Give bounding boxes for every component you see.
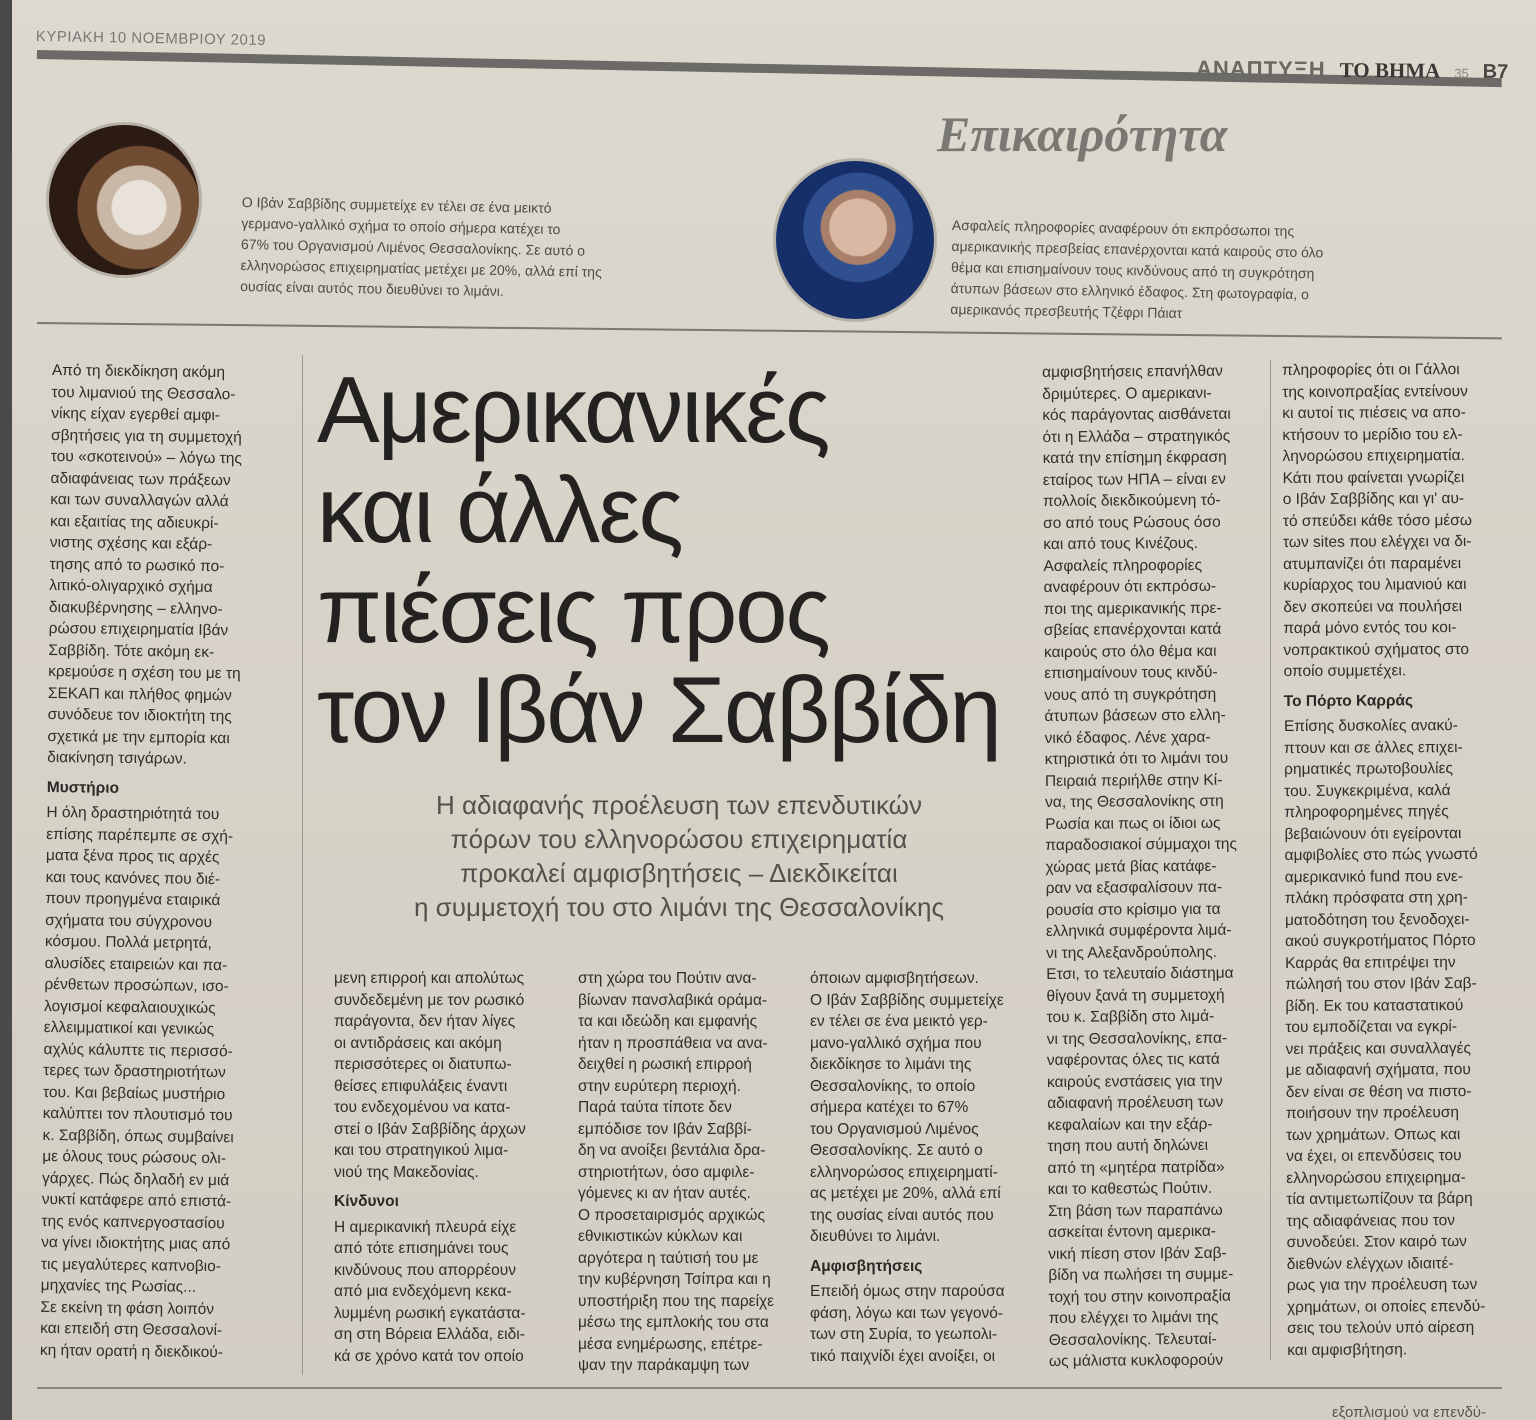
paragraph: μενη επιρροή και απολύτως συνδεδεμένη με τον ρωσικό παράγοντα, δεν ήταν λίγες οι αντιδράσεις και ακόμη περισσότερες οι διατυπω- θείσες επιφυλάξεις έναντι του ενδεχομένου να κατα- στεί ο Ιβάν Σαββίδης άρχων και του στρατηγικού λιμα- νιού της Μακεδονίας. [334, 970, 526, 1181]
article-column-4 [810, 968, 1032, 1367]
column-rule [1270, 360, 1271, 1360]
article-column-5 [1042, 360, 1271, 1372]
issue-date: ΚΥΡΙΑΚΗ 10 ΝΟΕΜΒΡΙΟΥ 2019 [35, 28, 267, 50]
newspaper-page [12, 0, 1536, 1420]
footer-rule [37, 1387, 1502, 1389]
portrait-photo-savvidis [46, 122, 202, 278]
article-column-1 [40, 360, 290, 1364]
page-number: 35 [1453, 65, 1469, 81]
column-rule [302, 355, 303, 1375]
paragraph: Επίσης δυσκολίες ανακύ- πτουν και σε άλλες επιχει- ρηματικές πρωτοβουλίες του. Συγκεκριμένα, καλά πληροφορημένες πηγές βεβαιώνουν ότι εγείρονται αμφιβολίες στο πώς γνωστό αμερικανικό fund που ενε- πλάκη πρόσφατα στη χρη- ματοδότηση του ξενοδοχει- ακού συγκροτήματος Πόρτο Καρράς θα επιτρέψει την πώλησή του στον Ιβάν Σαβ- βίδη. Εκ του καταστατικού του εμποδίζεται να εγκρί- νει πράξεις και συναλλαγές με αδιαφανή σχήματα, που δεν είναι σε θέση να πιστο- ποιήσουν την προέλευση των χρημάτων. Οπως και να έχει, οι επενδύσεις του ελληνορώσου επιχειρημα- τία αντιμετωπίζουν τα βάρη της αδιαφάνειας που τον συνοδεύει. Στον καιρό των διεθνών ελέγχων ιδιαιτέ- ρως για την προέλευση των χρημάτων, οι οποίες επενδύ- σεις του τελούν υπό αίρεση και αμφισβήτηση. [1283, 717, 1486, 1359]
article-deck: Η αδιαφανής προέλευση των επενδυτικών πόρων του ελληνορώσου επιχειρηματία προκαλεί αμφισβητήσεις – Διεκδικείται η συμμετοχή του στο λιμάνι της Θεσσαλονίκης [414, 790, 944, 922]
paragraph: Η όλη δραστηριότητά του επίσης παρέπεμπε σε σχή- ματα ξένα προς τις αρχές και τους κανόνες που διέ- πουν προηγμένα εταιρικά σχήματα του σύγχρονου κόσμου. Πολλά μετρητά, αλυσίδες εταιρειών και πα- ρένθετων προσώπων, ισο- λογισμοί κεφαλαιουχικώς ελλειμματικοί και γενικώς αχλύς κάλυπτε τις περισσό- τερες των δραστηριοτήτων του. Και βεβαίως μυστήριο καλύπτει τον πλουτισμό του κ. Σαββίδη, όπως συμβαίνει με όλους τους ρώσους ολι- γάρχες. Πώς δηλαδή εν μιά νυκτί κατάφερε από επιστά- της ενός καπνεργοστασίου να γίνει ιδιοκτήτης μιας από τις μεγαλύτερες καπνοβιο- μηχανίες της Ρωσίας... Σε εκείνη τη φάση λοιπόν και επειδή στη Θεσσαλονί- κη ήταν ορατή η διεκδικού- [39, 803, 234, 1361]
paragraph: όποιων αμφισβητήσεων. Ο Ιβάν Σαββίδης συμμετείχε εν τέλει σε ένα μεικτό γερ- μανο-γαλλικό σχήμα που διεκδίκησε το λιμάνι της Θεσσαλονίκης, το οποίο σήμερα κατέχει το 67% του Οργανισμού Λιμένος Θεσσαλονίκης. Σε αυτό ο ελληνορώσος επιχειρηματί- ας μετέχει με 20%, αλλά επί της ουσίας είναι αυτός που διευθύνει το λιμάνι. [810, 970, 1004, 1245]
section-rubric: Επικαιρότητα [937, 106, 1228, 162]
paragraph: αμφισβητήσεις επανήλθαν δριμύτερες. Ο αμερικανι- κός παράγοντας αισθάνεται ότι η Ελλάδα – στρατηγικός κατά την επίσημη έκφραση εταίρος των ΗΠΑ – είναι εν πολλοίς διεκδικούμενη τό- σο από τους Ρώσους όσο και από τους Κινέζους. Ασφαλείς πληροφορίες αναφέρουν ότι εκπρόσω- ποι της αμερικανικής πρε- σβείας επανέρχονται κατά καιρούς στο όλο θέμα και επισημαίνουν τους κινδύ- νους από τη συγκρότηση άτυπων βάσεων στο ελλη- νικό έδαφος. Λένε χαρα- κτηριστικά ότι το λιμάνι του Πειραιά περιήλθε στην Κί- να, της Θεσσαλονίκης στη Ρωσία και πως οι ίδιοι ως παραδοσιακοί σύμμαχοι της χώρας μετά βίας κατάφε- ραν να εξασφαλίσουν πα- ρουσία στο κρίσιμο για τα ελληνικά συμφέροντα λιμά- νι της Αλεξανδρούπολης. Ετσι, το τελευταίο διάστημα θίγουν ξανά τη συμμετοχή του κ. Σαββίδη στο λιμά- νι της Θεσσαλονίκης, επα- ναφέροντας όλες τις κατά καιρούς ενστάσεις για την αδιαφανή προέλευση των κεφαλαίων και την εξάρ- τηση που αυτή δηλώνει από τη «μητέρα πατρίδα» και το καθεστώς Πούτιν. Στη βάση των παραπάνω ασκείται έντονη αμερικα- νική πίεση στον Ιβάν Σαβ- βίδη να πωλήσει τη συμμε- τοχή του στην κοινοπραξία που ελέγχει το λιμάνι της Θεσσαλονίκης. Τελευταί- ως μάλιστα κυκλοφορούν [1042, 362, 1237, 1370]
portrait-photo-pyatt [773, 158, 937, 322]
photo-caption-right: Ασφαλείς πληροφορίες αναφέρουν ότι εκπρόσωποι της αμερικανικής πρεσβείας επανέρχονται κατά καιρούς στο όλο θέμα και επισημαίνουν τους κινδύνους από τη συγκρότηση άτυπων βάσεων στο ελληνικό έδαφος. Στη φωτογραφία, ο αμερικανός πρεσβευτής Τζέφρι Πάιατ [950, 216, 1324, 322]
subheading-disputes: Αμφισβητήσεις [810, 1257, 923, 1275]
paragraph: Η αμερικανική πλευρά είχε από τότε επισημάνει τους κινδύνους που απορρέουν από μια ενδεχόμενη κεκα- λυμμένη ρωσική εγκατάστα- ση στη Βόρεια Ελλάδα, ειδι- κά σε χρόνο κατά τον οποίο [334, 1218, 526, 1365]
paragraph: στη χώρα του Πούτιν ανα- βίωναν πανσλαβικά οράμα- τα και ιδεώδη και εμφανής ήταν η προσπάθεια να ανα- δειχθεί η ρωσική επιρροή στην ευρύτερη περιοχή. Παρά ταύτα τίποτε δεν εμπόδισε τον Ιβάν Σαββί- δη να ανοίξει βεντάλια δρα- στηριοτήτων, όσο αμφιλε- γόμενες κι αν ήταν αυτές. Ο προσεταιρισμός αρχικώς εθνικιστικών κύκλων και αργότερα η ταύτισή του με την κυβέρνηση Τσίπρα και η υποστήριξη που της παρείχε μέσω της εμπλοκής του στα μέσα ενημέρωσης, επέτρε- ψαν την παράκαμψη των [578, 970, 775, 1374]
photo-caption-left: Ο Ιβάν Σαββίδης συμμετείχε εν τέλει σε ένα μεικτό γερμανο-γαλλικό σχήμα το οποίο σήμερα κατέχει το 67% του Οργανισμού Λιμένος Θεσσαλονίκης. Σε αυτό ο ελληνορώσος επιχειρηματίας μετέχει με 20%, αλλά επί της ουσίας είναι αυτός που διευθύνει το λιμάνι. [240, 193, 602, 300]
subheading-mystery: Μυστήριο [46, 778, 120, 797]
newspaper-name: ΤΟ ΒΗΜΑ [1339, 57, 1441, 83]
masthead [1196, 56, 1508, 84]
article-column-6 [1282, 359, 1509, 1361]
paragraph: Από τη διεκδίκηση ακόμη του λιμανιού της Θεσσαλο- νίκης είχαν εγερθεί αμφι- σβητήσεις για τη συμμετοχή του «σκοτεινού» – λόγω της αδιαφάνειας των πράξεων και των συναλλαγών αλλά και εξαιτίας της αδιευκρί- νιστης σχέσης και εξάρ- τησης από το ρωσικό πο- λιτικό-ολιγαρχικό σχήμα διακυβέρνησης – ελληνο- ρώσου επιχειρηματία Ιβάν Σαββίδη. Τότε ακόμη εκ- κρεμούσε η σχέση του με τη ΣΕΚΑΠ και πλήθος φημών συνόδευε τον ιδιοκτήτη της σχετικά με την εμπορία και διακίνηση τσιγάρων. [47, 361, 243, 768]
next-page-snippet: εξοπλισμού να επενδύ- [1331, 1404, 1486, 1420]
article-column-2 [334, 968, 556, 1367]
page-code: Β7 [1482, 60, 1509, 84]
subheading-dangers: Κίνδυνοι [334, 1193, 399, 1210]
article-headline: Αμερικανικές και άλλες πιέσεις προς τον Ιβάν Σαββίδη [317, 357, 1000, 762]
subheading-porto-carras: Το Πόρτο Καρράς [1283, 691, 1414, 710]
paragraph: πληροφορίες ότι οι Γάλλοι της κοινοπραξίας εντείνουν κι αυτοί τις πιέσεις να απο- κτήσουν το μερίδιο του ελ- ληνορώσου επιχειρηματία. Κάτι που φαίνεται γνωρίζει ο Ιβάν Σαββίδης και γι' αυ- τό σπεύδει κάθε τόσο μέσω των sites που ελέγχει να δι- ατυμπανίζει ότι παραμένει κυρίαρχος του λιμανιού και δεν σκοπεύει να πουλήσει παρά μόνο εντός του κοι- νοπρακτικού σχήματος στο οποίο συμμετέχει. [1282, 361, 1472, 680]
article-column-3 [578, 968, 800, 1377]
paragraph: Επειδή όμως στην παρούσα φάση, λόγω και των γεγονό- των στη Συρία, το γεωπολι- τικό παιχνίδι έχει ανοίξει, οι [810, 1283, 1005, 1365]
section-name: ΑΝΑΠΤΥΞΗ [1195, 55, 1326, 82]
